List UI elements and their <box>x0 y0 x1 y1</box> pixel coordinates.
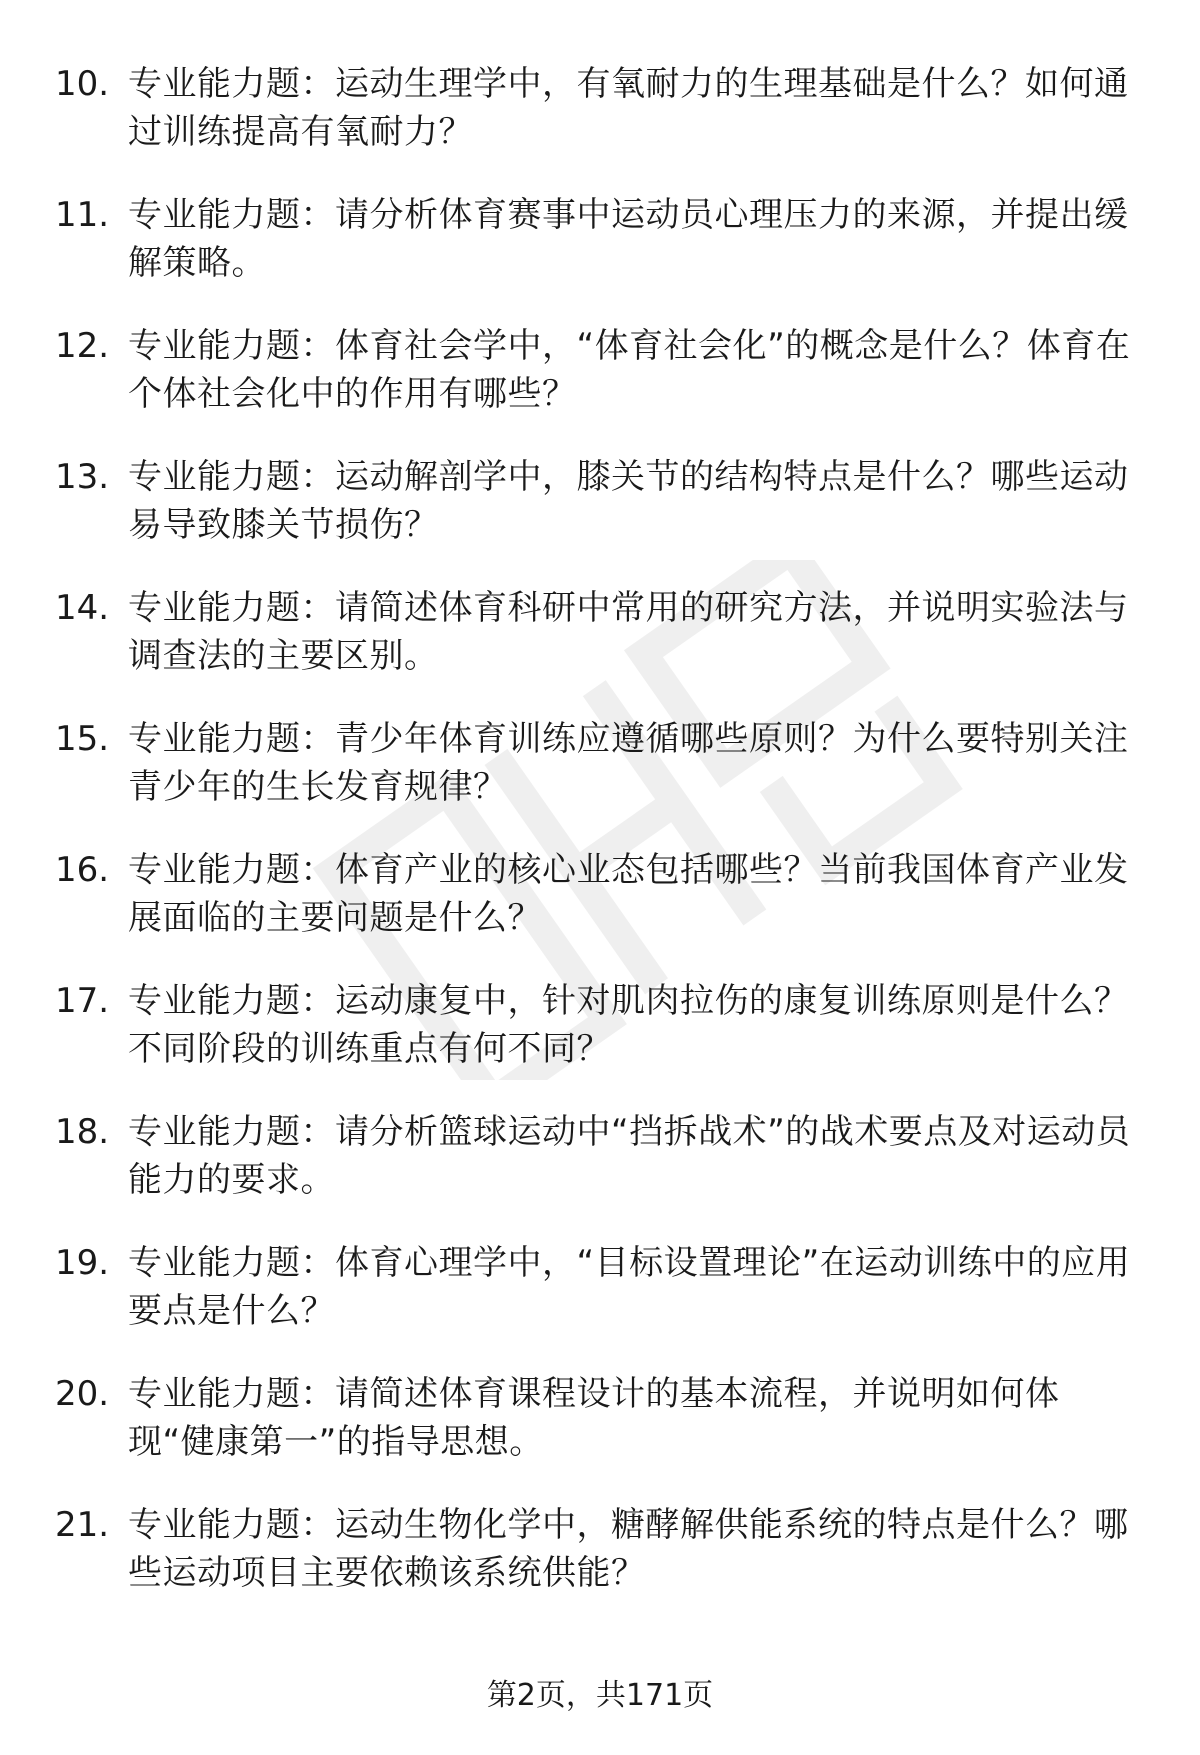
question-text: 专业能力题：运动生理学中，有氧耐力的生理基础是什么？如何通过训练提高有氧耐力？ <box>128 64 1129 152</box>
question-item <box>55 715 1145 846</box>
question-number: 21. <box>55 1505 110 1545</box>
question-item <box>55 322 1145 453</box>
question-item <box>55 60 1145 191</box>
question-text: 专业能力题：运动康复中，针对肌肉拉伤的康复训练原则是什么？不同阶段的训练重点有何不同？ <box>128 981 1129 1069</box>
question-item <box>55 1370 1145 1501</box>
question-number: 13. <box>55 457 110 497</box>
question-text: 专业能力题：运动生物化学中，糖酵解供能系统的特点是什么？哪些运动项目主要依赖该系统供能？ <box>128 1505 1129 1593</box>
question-item <box>55 1501 1145 1632</box>
question-item <box>55 1239 1145 1370</box>
question-text: 专业能力题：请分析体育赛事中运动员心理压力的来源，并提出缓解策略。 <box>128 195 1129 283</box>
question-number: 18. <box>55 1112 110 1152</box>
question-item <box>55 584 1145 715</box>
question-number: 10. <box>55 64 110 104</box>
question-item <box>55 977 1145 1108</box>
question-text: 专业能力题：青少年体育训练应遵循哪些原则？为什么要特别关注青少年的生长发育规律？ <box>128 719 1129 807</box>
question-number: 14. <box>55 588 110 628</box>
question-text: 专业能力题：体育产业的核心业态包括哪些？当前我国体育产业发展面临的主要问题是什么？ <box>128 850 1129 938</box>
question-number: 16. <box>55 850 110 890</box>
question-text: 专业能力题：请分析篮球运动中“挡拆战术”的战术要点及对运动员能力的要求。 <box>128 1112 1131 1200</box>
question-item <box>55 1108 1145 1239</box>
question-number: 15. <box>55 719 110 759</box>
question-number: 17. <box>55 981 110 1021</box>
question-item <box>55 846 1145 977</box>
question-number: 20. <box>55 1374 110 1414</box>
question-item <box>55 453 1145 584</box>
question-text: 专业能力题：运动解剖学中，膝关节的结构特点是什么？哪些运动易导致膝关节损伤？ <box>128 457 1129 545</box>
question-number: 11. <box>55 195 110 235</box>
question-number: 19. <box>55 1243 110 1283</box>
question-item <box>55 191 1145 322</box>
question-text: 专业能力题：体育心理学中，“目标设置理论”在运动训练中的应用要点是什么？ <box>128 1243 1131 1331</box>
question-text: 专业能力题：请简述体育科研中常用的研究方法，并说明实验法与调查法的主要区别。 <box>128 588 1129 676</box>
question-text: 专业能力题：体育社会学中，“体育社会化”的概念是什么？体育在个体社会化中的作用有哪些？ <box>128 326 1131 414</box>
question-text: 专业能力题：请简述体育课程设计的基本流程，并说明如何体现“健康第一”的指导思想。 <box>128 1374 1060 1462</box>
question-number: 12. <box>55 326 110 366</box>
question-list <box>55 60 1145 1632</box>
page-number-footer: 第2页，共171页 <box>486 1678 714 1713</box>
